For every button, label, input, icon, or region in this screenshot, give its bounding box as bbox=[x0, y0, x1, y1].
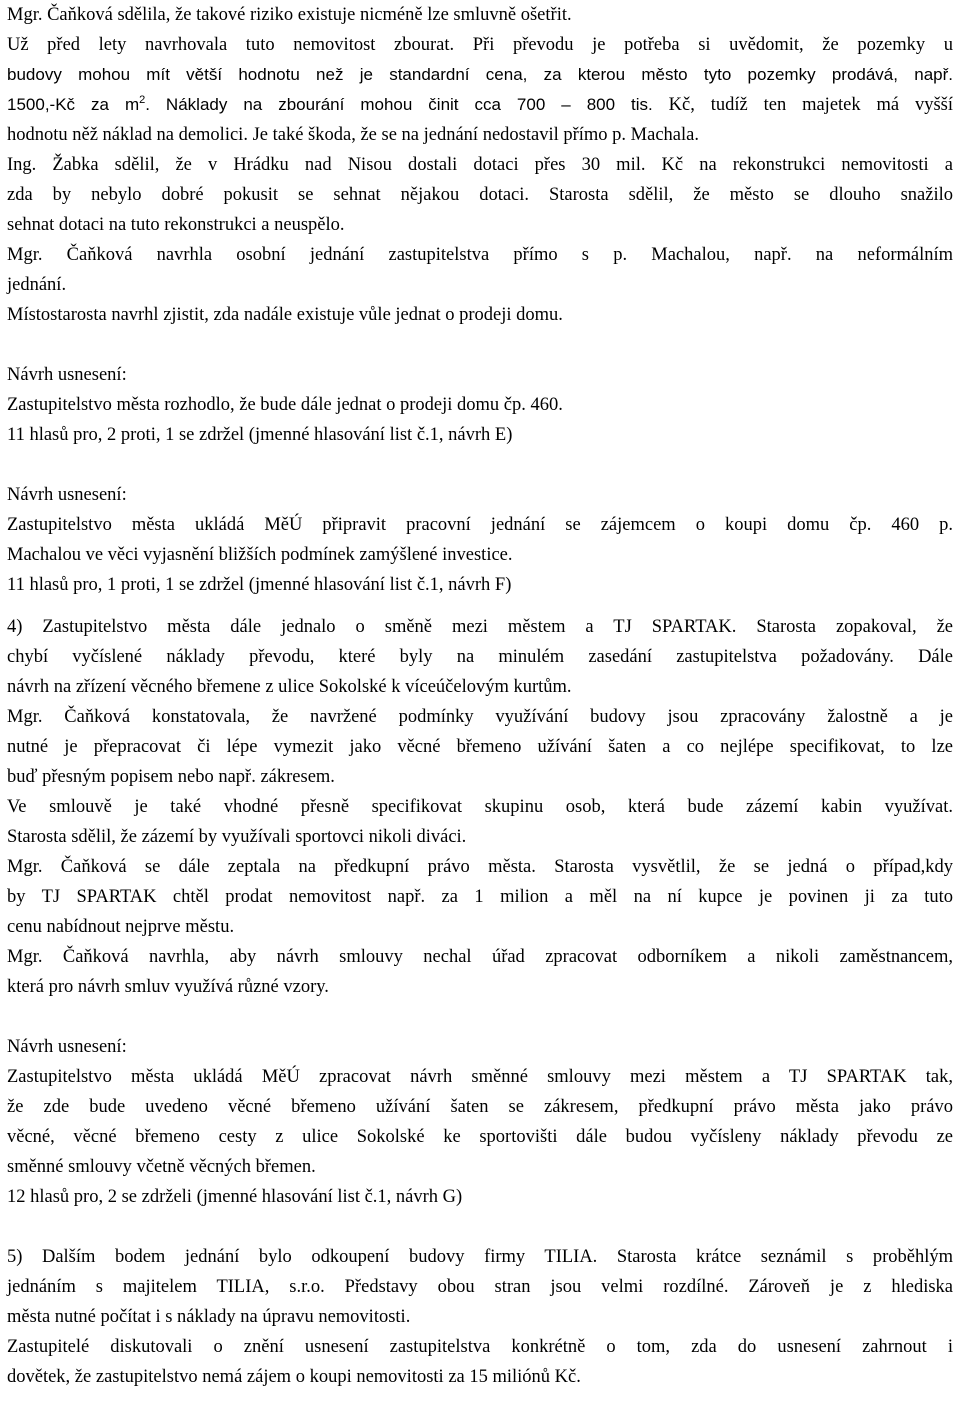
vote-result: 11 hlasů pro, 1 proti, 1 se zdržel (jmenné hlasování list č.1, návrh F) bbox=[7, 575, 512, 595]
text-line: Zastupitelstvo města ukládá MěÚ připravit pracovní jednání se zájemcem o koupi domu čp. 460 p. bbox=[7, 515, 953, 535]
text-line: Mgr. Čaňková navrhla, aby návrh smlouvy nechal úřad zpracovat odborníkem a nikoli zaměstnancem, bbox=[7, 947, 953, 967]
text-line: návrh na zřízení věcného břemene z ulice Sokolské k víceúčelovým kurtům. bbox=[7, 677, 572, 697]
text-line: buď přesným popisem nebo např. zákresem. bbox=[7, 767, 335, 787]
text-line: Zastupitelstvo města rozhodlo, že bude dále jednat o prodeji domu čp. 460. bbox=[7, 395, 563, 415]
text-line: věcné, věcné břemeno cesty z ulice Sokolské ke sportovišti dále budou vyčísleny náklady převodu ze bbox=[7, 1127, 953, 1147]
paragraph-gap bbox=[7, 600, 953, 612]
text-fragment: . Náklady na zbourání mohou činit cca 700 – 800 tis. bbox=[145, 95, 653, 114]
text-line: města nutné počítat i s náklady na úpravu nemovitosti. bbox=[7, 1307, 411, 1327]
text-line: hodnotu něž náklad na demolici. Je také škoda, že se na jednání nedostavil přímo p. Machala. bbox=[7, 125, 699, 145]
text-line: chybí vyčíslené náklady převodu, které byly na minulém zasedání zastupitelstva požadovány. Dále bbox=[7, 647, 953, 667]
text-line: Zastupitelé diskutovali o znění usnesení zastupitelstva konkrétně o tom, zda do usnesení zahrnout i bbox=[7, 1337, 953, 1357]
text-line bbox=[7, 90, 953, 120]
section-start: 5) Dalším bodem jednání bylo odkoupení budovy firmy TILIA. Starosta krátce seznámil s proběhlým bbox=[7, 1247, 953, 1267]
text-line: Ing. Žabka sdělil, že v Hrádku nad Nisou dostali dotaci přes 30 mil. Kč na rekonstrukci nemovitosti a bbox=[7, 155, 953, 175]
text-line: směnné smlouvy včetně věcných břemen. bbox=[7, 1157, 316, 1177]
resolution-heading: Návrh usnesení: bbox=[7, 365, 127, 385]
text-line: Machalou ve věci vyjasnění bližších podmínek zamýšlené investice. bbox=[7, 545, 513, 565]
vote-result: 11 hlasů pro, 2 proti, 1 se zdržel (jmenné hlasování list č.1, návrh E) bbox=[7, 425, 513, 445]
text-line: která pro návrh smluv využívá různé vzory. bbox=[7, 977, 329, 997]
section-start: 4) Zastupitelstvo města dále jednalo o směně mezi městem a TJ SPARTAK. Starosta zopakoval, že bbox=[7, 617, 953, 637]
text-line: Mgr. Čaňková konstatovala, že navržené podmínky využívání budovy jsou zpracovány žalostně a je bbox=[7, 707, 953, 727]
superscript: 2 bbox=[139, 94, 146, 106]
vote-result: 12 hlasů pro, 2 se zdrželi (jmenné hlasování list č.1, návrh G) bbox=[7, 1187, 463, 1207]
text-line: cenu nabídnout nejprve městu. bbox=[7, 917, 235, 937]
text-line: jednáním s majitelem TILIA, s.r.o. Představy obou stran jsou velmi rozdílné. Zároveň je z hlediska bbox=[7, 1277, 953, 1297]
text-line: Starosta sdělil, že zázemí by využívali sportovci nikoli diváci. bbox=[7, 827, 467, 847]
text-line: Už před lety navrhovala tuto nemovitost zbourat. Při převodu je potřeba si uvědomit, že pozemky u bbox=[7, 35, 953, 55]
text-line: Mgr. Čaňková sdělila, že takové riziko existuje nicméně lze smluvně ošetřit. bbox=[7, 5, 572, 25]
text-line: by TJ SPARTAK chtěl prodat nemovitost např. za 1 milion a měl na ní kupce je povinen ji za tuto bbox=[7, 887, 953, 907]
text-line: dovětek, že zastupitelstvo nemá zájem o koupi nemovitosti za 15 miliónů Kč. bbox=[7, 1367, 581, 1387]
text-fragment: Kč, tudíž ten majetek má vyšší bbox=[668, 95, 954, 115]
text-line: zda by nebylo dobré pokusit se sehnat nějakou dotaci. Starosta sdělil, že město se dlouho snažilo bbox=[7, 185, 953, 205]
text-line: jednání. bbox=[7, 275, 67, 295]
text-line: Mgr. Čaňková se dále zeptala na předkupní právo města. Starosta vysvětlil, že se jedná o případ,kdy bbox=[7, 857, 953, 877]
text-line: budovy mohou mít větší hodnotu než je standardní cena, za kterou město tyto pozemky prodává, např. bbox=[7, 65, 953, 84]
text-line: že zde bude uvedeno věcné břemeno užívání šaten se zákresem, předkupní právo města jako právo bbox=[7, 1097, 953, 1117]
paragraph-gap bbox=[7, 450, 953, 480]
text-line: Místostarosta navrhl zjistit, zda nadále existuje vůle jednat o prodeji domu. bbox=[7, 305, 563, 325]
paragraph-gap bbox=[7, 1212, 953, 1242]
text-line: Ve smlouvě je také vhodné přesně specifikovat skupinu osob, která bude zázemí kabin využívat. bbox=[7, 797, 953, 817]
paragraph-gap bbox=[7, 1002, 953, 1032]
text-line: nutné je přepracovat či lépe vymezit jako věcné břemeno užívání šaten a co nejlépe specifikovat, to lze bbox=[7, 737, 953, 757]
text-line: Mgr. Čaňková navrhla osobní jednání zastupitelstva přímo s p. Machalou, např. na neformálním bbox=[7, 245, 953, 265]
resolution-heading: Návrh usnesení: bbox=[7, 1037, 127, 1057]
paragraph-gap bbox=[7, 330, 953, 360]
resolution-heading: Návrh usnesení: bbox=[7, 485, 127, 505]
text-line: Zastupitelstvo města ukládá MěÚ zpracovat návrh směnné smlouvy mezi městem a TJ SPARTAK tak, bbox=[7, 1067, 953, 1087]
text-fragment: 1500,-Kč za m bbox=[7, 95, 140, 114]
text-line: sehnat dotaci na tuto rekonstrukci a neuspělo. bbox=[7, 215, 345, 235]
